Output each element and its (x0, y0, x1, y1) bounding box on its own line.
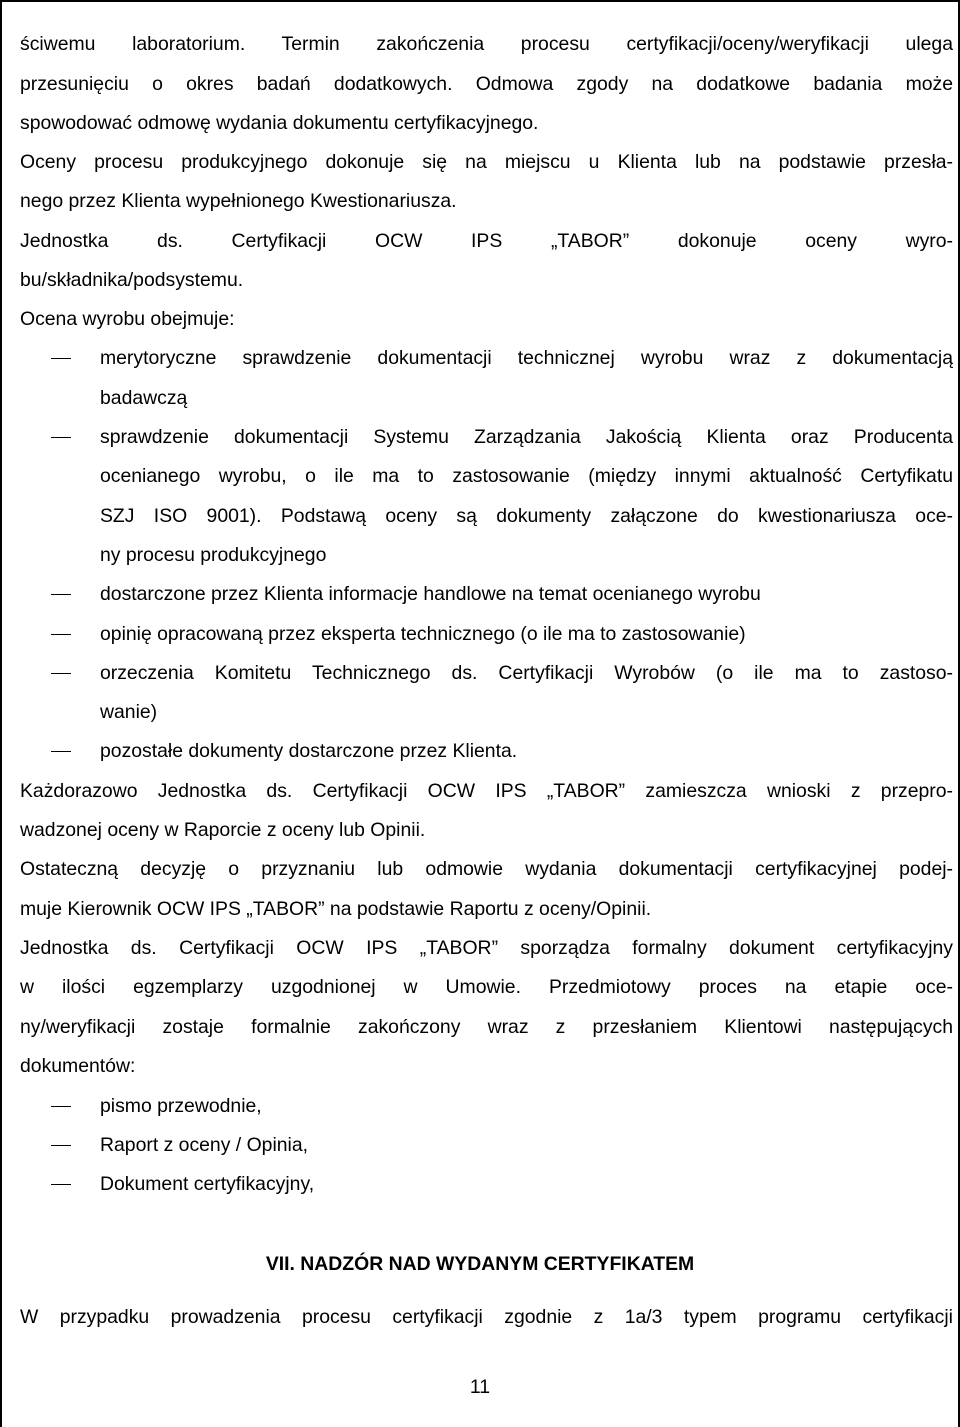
paragraph-line: Ostateczną decyzję o przyznaniu lub odmowie wydania dokumentacji certyfikacyjnej podej- (20, 858, 953, 880)
list-item-line: merytoryczne sprawdzenie dokumentacji technicznej wyrobu wraz z dokumentacją (100, 347, 953, 369)
paragraph-line: W przypadku prowadzenia procesu certyfikacji zgodnie z 1a/3 typem programu certyfikacji (20, 1306, 953, 1328)
list-item-line: wanie) (100, 701, 158, 723)
list-item-line: Raport z oceny / Opinia, (100, 1134, 309, 1156)
list-item-line: badawczą (100, 387, 188, 409)
dash-bullet (51, 673, 71, 674)
list-item-line: Dokument certyfikacyjny, (100, 1173, 315, 1195)
dash-bullet (51, 358, 71, 359)
paragraph-line: wadzonej oceny w Raporcie z oceny lub Opinii. (20, 819, 426, 841)
paragraph-line: muje Kierownik OCW IPS „TABOR” na podstawie Raportu z oceny/Opinii. (20, 898, 652, 920)
paragraph-line: Jednostka ds. Certyfikacji OCW IPS „TABOR” dokonuje oceny wyro- (20, 230, 953, 252)
paragraph-line: Każdorazowo Jednostka ds. Certyfikacji OCW IPS „TABOR” zamieszcza wnioski z przepro- (20, 780, 953, 802)
paragraph-line: ny/weryfikacji zostaje formalnie zakończony wraz z przesłaniem Klientowi następujących (20, 1016, 953, 1038)
list-item-line: ocenianego wyrobu, o ile ma to zastosowanie (między innymi aktualność Certyfikatu (100, 465, 953, 487)
list-item-line: pismo przewodnie, (100, 1095, 262, 1117)
list-item-line: SZJ ISO 9001). Podstawą oceny są dokumenty załączone do kwestionariusza oce- (100, 505, 953, 527)
list-intro: Ocena wyrobu obejmuje: (20, 308, 235, 330)
list-item-line: orzeczenia Komitetu Technicznego ds. Certyfikacji Wyrobów (o ile ma to zastoso- (100, 662, 953, 684)
dash-bullet (51, 437, 71, 438)
dash-bullet (51, 1145, 71, 1146)
page-number: 11 (469, 1376, 491, 1398)
page-border-top (0, 0, 960, 2)
paragraph-line: w ilości egzemplarzy uzgodnionej w Umowie. Przedmiotowy proces na etapie oce- (20, 976, 953, 998)
paragraph-line: przesunięciu o okres badań dodatkowych. Odmowa zgody na dodatkowe badania może (20, 73, 953, 95)
dash-bullet (51, 634, 71, 635)
paragraph-line: Jednostka ds. Certyfikacji OCW IPS „TABOR” sporządza formalny dokument certyfikacyjny (20, 937, 953, 959)
list-item-line: ny procesu produkcyjnego (100, 544, 327, 566)
dash-bullet (51, 594, 71, 595)
dash-bullet (51, 751, 71, 752)
list-item-line: opinię opracowaną przez eksperta technicznego (o ile ma to zastosowanie) (100, 623, 746, 645)
paragraph-line: ściwemu laboratorium. Termin zakończenia procesu certyfikacji/oceny/weryfikacji ulega (20, 33, 953, 55)
list-item-line: dostarczone przez Klienta informacje handlowe na temat ocenianego wyrobu (100, 583, 761, 605)
paragraph-line: spowodować odmowę wydania dokumentu certyfikacyjnego. (20, 112, 539, 134)
paragraph-line: bu/składnika/podsystemu. (20, 269, 244, 291)
dash-bullet (51, 1184, 71, 1185)
list-item-line: sprawdzenie dokumentacji Systemu Zarządzania Jakością Klienta oraz Producenta (100, 426, 953, 448)
section-heading: VII. NADZÓR NAD WYDANYM CERTYFIKATEM (265, 1253, 695, 1275)
list-item-line: pozostałe dokumenty dostarczone przez Klienta. (100, 740, 518, 762)
paragraph-line: dokumentów: (20, 1055, 136, 1077)
page-border-left (0, 0, 2, 1427)
dash-bullet (51, 1106, 71, 1107)
paragraph-line: nego przez Klienta wypełnionego Kwestionariusza. (20, 190, 457, 212)
paragraph-line: Oceny procesu produkcyjnego dokonuje się na miejscu u Klienta lub na podstawie przesła- (20, 151, 953, 173)
